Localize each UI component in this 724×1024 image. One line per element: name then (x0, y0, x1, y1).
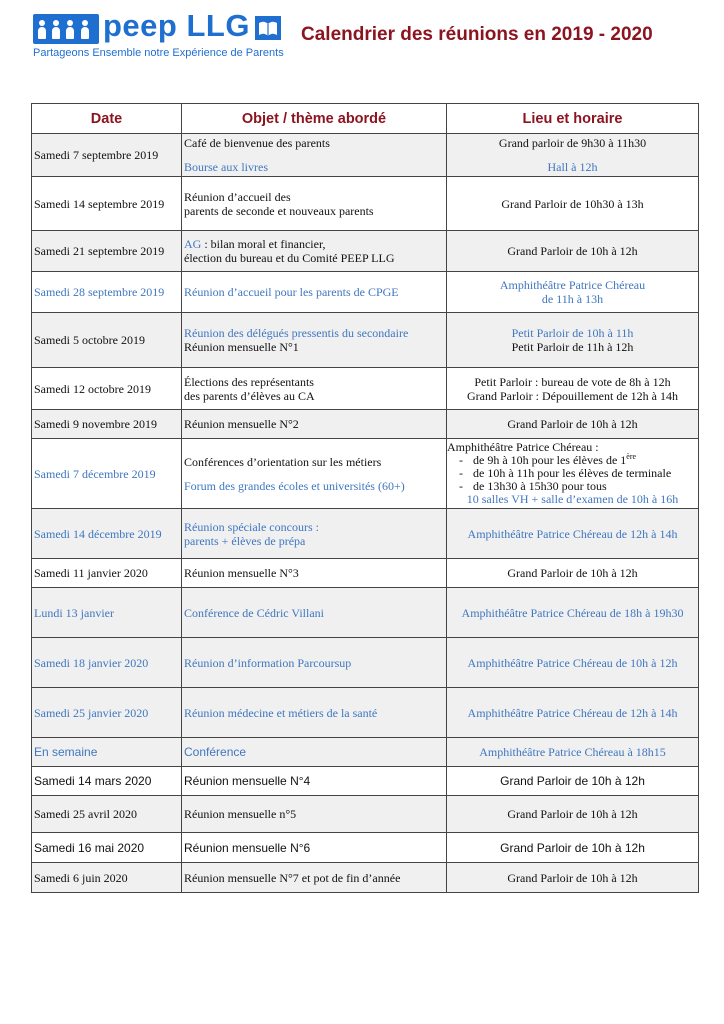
list-item: - de 10h à 11h pour les élèves de terminale (459, 467, 698, 480)
objet-line: Forum des grandes écoles et universités (60+) (184, 478, 405, 493)
meetings-table (31, 103, 699, 893)
table-row (32, 863, 699, 893)
objet-cell (182, 231, 447, 272)
objet-cell (182, 134, 447, 177)
objet-line: parents de seconde et nouveaux parents (184, 203, 374, 218)
objet-cell: Réunion d’information Parcoursup (182, 638, 447, 688)
objet-line: des parents d’élèves au CA (184, 388, 315, 403)
objet-line: Réunion mensuelle N°1 (184, 340, 299, 354)
table-row (32, 410, 699, 439)
lieu-line: Petit Parloir de 11h à 12h (511, 340, 634, 354)
lieu-cell: Grand Parloir de 10h à 12h (447, 410, 699, 439)
lieu-cell: Grand Parloir de 10h à 12h (447, 833, 699, 863)
lieu-cell (447, 313, 699, 368)
objet-cell: Conférence (182, 738, 447, 767)
lieu-cell (447, 368, 699, 410)
lieu-title: Amphithéâtre Patrice Chéreau : (447, 440, 599, 454)
objet-line: Réunion spéciale concours : (184, 519, 319, 534)
people-icon (33, 14, 99, 44)
table-row (32, 588, 699, 638)
lieu-line: Petit Parloir de 10h à 11h (511, 326, 634, 340)
table-header-row (32, 104, 699, 134)
objet-cell: Réunion mensuelle N°3 (182, 559, 447, 588)
peep-llg-logo (33, 8, 284, 62)
objet-line: : bilan moral et financier, (201, 237, 326, 251)
lieu-cell (447, 439, 699, 509)
objet-cell (182, 177, 447, 231)
objet-cell (182, 313, 447, 368)
objet-line: Réunion d’accueil des (184, 189, 291, 204)
table-row (32, 559, 699, 588)
lieu-cell: Grand Parloir de 10h à 12h (447, 863, 699, 893)
objet-cell: Réunion mensuelle n°5 (182, 796, 447, 833)
ag-label: AG (184, 237, 202, 251)
lieu-cell: Grand Parloir de 10h à 12h (447, 796, 699, 833)
table-row (32, 688, 699, 738)
date-cell: Samedi 25 janvier 2020 (32, 688, 182, 738)
list-item: - de 9h à 10h pour les élèves de 1ère (459, 454, 698, 467)
date-cell: En semaine (32, 738, 182, 767)
column-header-date: Date (32, 104, 182, 134)
objet-cell: Réunion mensuelle N°6 (182, 833, 447, 863)
date-cell: Samedi 11 janvier 2020 (32, 559, 182, 588)
table-row (32, 313, 699, 368)
table-row (32, 134, 699, 177)
objet-cell: Réunion d’accueil pour les parents de CPGE (182, 272, 447, 313)
objet-cell (182, 368, 447, 410)
lieu-cell: Grand Parloir de 10h à 12h (447, 231, 699, 272)
lieu-cell: Grand Parloir de 10h à 12h (447, 559, 699, 588)
date-cell: Samedi 14 septembre 2019 (32, 177, 182, 231)
table-row (32, 833, 699, 863)
date-cell: Samedi 5 octobre 2019 (32, 313, 182, 368)
objet-line: Conférences d’orientation sur les métiers (184, 454, 382, 469)
table-row (32, 439, 699, 509)
date-cell: Samedi 21 septembre 2019 (32, 231, 182, 272)
table-row (32, 368, 699, 410)
objet-cell (182, 509, 447, 559)
date-cell: Samedi 14 décembre 2019 (32, 509, 182, 559)
lieu-line: de 11h à 13h (541, 292, 604, 306)
table-row (32, 177, 699, 231)
date-cell: Samedi 7 décembre 2019 (32, 439, 182, 509)
date-cell: Samedi 7 septembre 2019 (32, 134, 182, 177)
table-row (32, 638, 699, 688)
date-cell: Samedi 12 octobre 2019 (32, 368, 182, 410)
table-row (32, 272, 699, 313)
date-cell: Samedi 18 janvier 2020 (32, 638, 182, 688)
lieu-line: Hall à 12h (547, 160, 598, 174)
column-header-lieu: Lieu et horaire (447, 104, 699, 134)
objet-line: Café de bienvenue des parents (184, 136, 330, 150)
table-row (32, 767, 699, 796)
logo-tagline: Partageons Ensemble notre Expérience de Parents (33, 47, 284, 59)
objet-cell: Réunion mensuelle N°4 (182, 767, 447, 796)
objet-cell: Conférence de Cédric Villani (182, 588, 447, 638)
lieu-line: Grand parloir de 9h30 à 11h30 (498, 136, 647, 150)
column-header-objet: Objet / thème abordé (182, 104, 447, 134)
table-row (32, 231, 699, 272)
lieu-cell (447, 272, 699, 313)
table-row (32, 796, 699, 833)
lieu-cell: Amphithéâtre Patrice Chéreau de 18h à 19h30 (447, 588, 699, 638)
lieu-cell (447, 134, 699, 177)
lieu-list (447, 454, 698, 493)
objet-line: élection du bureau et du Comité PEEP LLG (184, 251, 395, 265)
objet-line: parents + élèves de prépa (184, 533, 306, 548)
date-cell: Samedi 25 avril 2020 (32, 796, 182, 833)
lieu-cell: Grand Parloir de 10h à 12h (447, 767, 699, 796)
logo-name: peep LLG (103, 8, 250, 43)
list-item: - de 13h30 à 15h30 pour tous (459, 480, 698, 493)
lieu-line: Amphithéâtre Patrice Chéreau (499, 278, 646, 292)
objet-cell (182, 439, 447, 509)
lieu-cell: Amphithéâtre Patrice Chéreau de 12h à 14h (447, 509, 699, 559)
lieu-cell: Amphithéâtre Patrice Chéreau à 18h15 (447, 738, 699, 767)
page-title: Calendrier des réunions en 2019 - 2020 (301, 24, 653, 45)
table-row (32, 509, 699, 559)
date-cell: Lundi 13 janvier (32, 588, 182, 638)
objet-cell: Réunion médecine et métiers de la santé (182, 688, 447, 738)
objet-cell: Réunion mensuelle N°2 (182, 410, 447, 439)
lieu-line: Petit Parloir : bureau de vote de 8h à 12h (474, 374, 671, 389)
table-row (32, 738, 699, 767)
objet-line: Bourse aux livres (184, 160, 268, 174)
book-icon (255, 16, 281, 40)
date-cell: Samedi 6 juin 2020 (32, 863, 182, 893)
objet-cell: Réunion mensuelle N°7 et pot de fin d’année (182, 863, 447, 893)
date-cell: Samedi 9 novembre 2019 (32, 410, 182, 439)
date-cell: Samedi 16 mai 2020 (32, 833, 182, 863)
lieu-line: 10 salles VH + salle d’examen de 10h à 16h (466, 492, 679, 506)
objet-line: Réunion des délégués pressentis du secondaire (184, 326, 409, 340)
lieu-cell: Grand Parloir de 10h30 à 13h (447, 177, 699, 231)
objet-line: Élections des représentants (184, 374, 314, 389)
lieu-cell: Amphithéâtre Patrice Chéreau de 10h à 12h (447, 638, 699, 688)
lieu-line: Grand Parloir : Dépouillement de 12h à 14h (467, 388, 678, 403)
date-cell: Samedi 14 mars 2020 (32, 767, 182, 796)
lieu-cell: Amphithéâtre Patrice Chéreau de 12h à 14h (447, 688, 699, 738)
date-cell: Samedi 28 septembre 2019 (32, 272, 182, 313)
